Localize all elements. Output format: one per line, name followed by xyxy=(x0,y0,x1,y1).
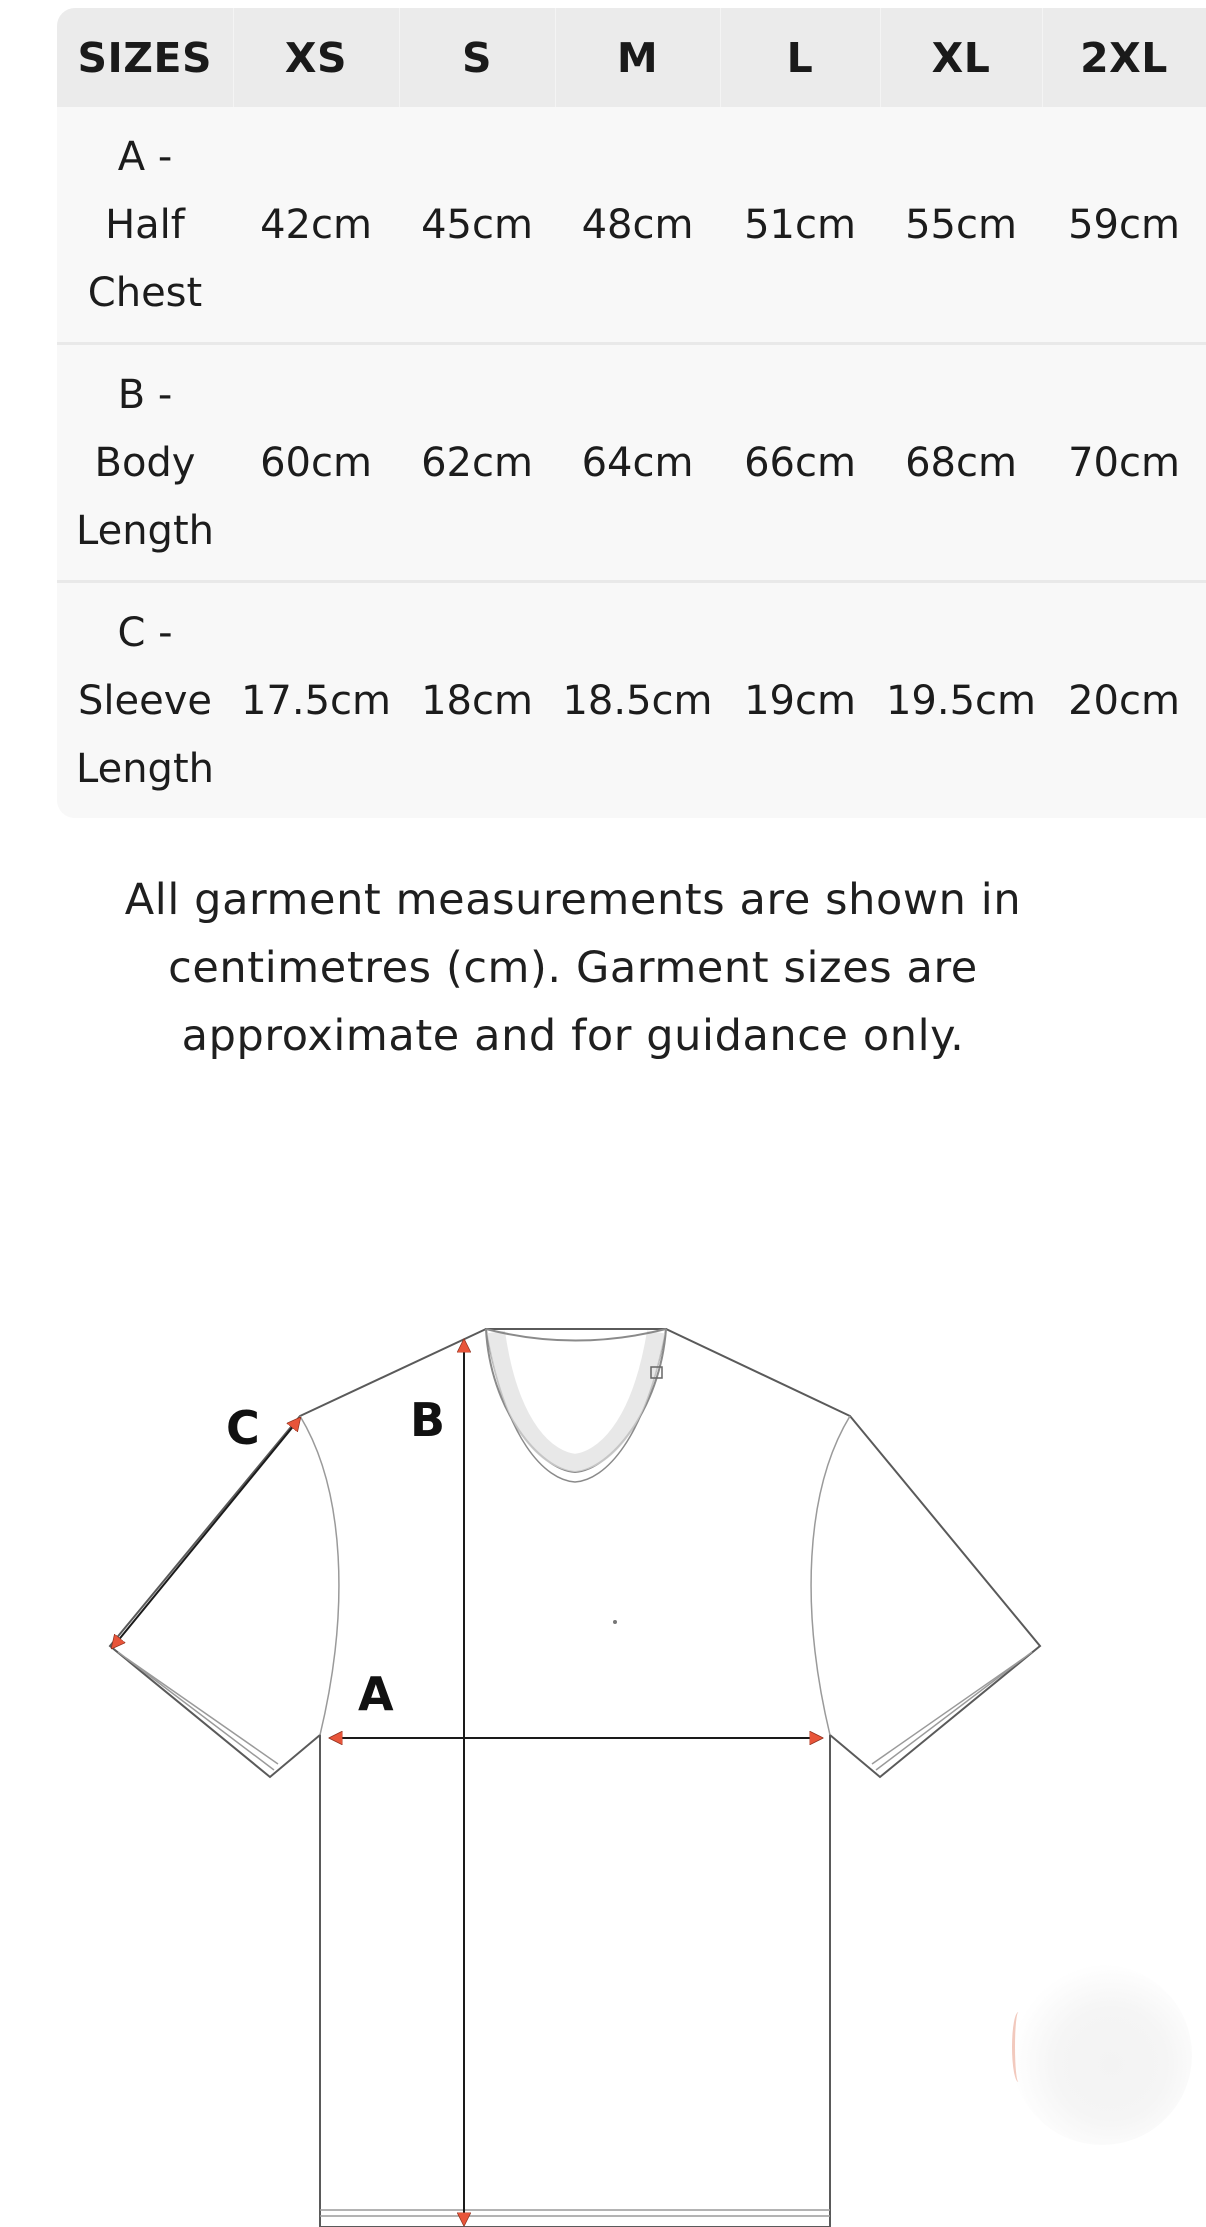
table-cell: 19cm xyxy=(720,582,880,819)
row-label-half-chest: A - Half Chest xyxy=(57,107,233,344)
header-s: S xyxy=(399,8,555,107)
table-cell: 62cm xyxy=(399,344,555,582)
header-m: M xyxy=(555,8,720,107)
measurement-note: All garment measurements are shown in centimetres (cm). Garment sizes are approximate and for guidance only. xyxy=(124,875,1022,1061)
table-cell: 51cm xyxy=(720,107,880,344)
table-cell: 68cm xyxy=(880,344,1042,582)
header-xl: XL xyxy=(880,8,1042,107)
table-cell: 20cm xyxy=(1042,582,1206,819)
size-chart-table xyxy=(57,8,1206,818)
label-b: B xyxy=(410,1393,446,1447)
table-cell: 70cm xyxy=(1042,344,1206,582)
table-cell: 66cm xyxy=(720,344,880,582)
row-label-sleeve-length: C - Sleeve Length xyxy=(57,582,233,819)
chat-button-edge xyxy=(1012,2012,1025,2082)
table-cell: 60cm xyxy=(233,344,399,582)
table-cell: 19.5cm xyxy=(880,582,1042,819)
size-table xyxy=(57,8,1206,818)
header-l: L xyxy=(720,8,880,107)
header-2xl: 2XL xyxy=(1042,8,1206,107)
label-c: C xyxy=(226,1401,260,1455)
header-sizes: SIZES xyxy=(57,8,233,107)
size-header-row xyxy=(57,8,1206,107)
row-label-body-length: B - Body Length xyxy=(57,344,233,582)
table-cell: 55cm xyxy=(880,107,1042,344)
table-row xyxy=(57,582,1206,819)
chat-bubble-icon[interactable] xyxy=(1012,1965,1192,2145)
table-cell: 64cm xyxy=(555,344,720,582)
table-cell: 18cm xyxy=(399,582,555,819)
table-cell: 59cm xyxy=(1042,107,1206,344)
header-xs: XS xyxy=(233,8,399,107)
table-row xyxy=(57,107,1206,344)
table-cell: 18.5cm xyxy=(555,582,720,819)
label-a: A xyxy=(358,1667,394,1721)
table-cell: 45cm xyxy=(399,107,555,344)
table-cell: 17.5cm xyxy=(233,582,399,819)
table-row xyxy=(57,344,1206,582)
table-cell: 48cm xyxy=(555,107,720,344)
table-cell: 42cm xyxy=(233,107,399,344)
